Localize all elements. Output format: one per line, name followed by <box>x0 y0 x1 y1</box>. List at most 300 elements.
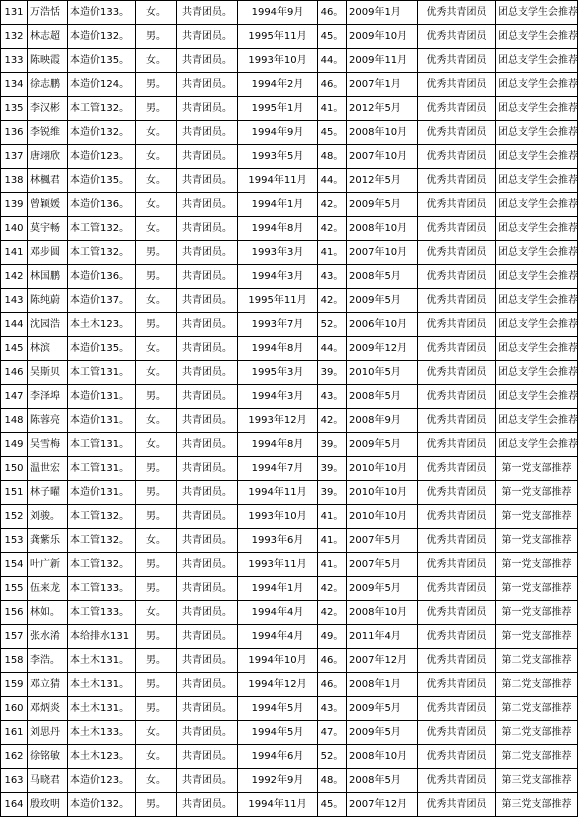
league-join-date-cell: 2012年5月 <box>347 169 418 193</box>
serial-no-cell: 155 <box>1 577 28 601</box>
birth-date-cell: 1993年10月 <box>238 49 318 73</box>
class-name-cell: 本工管131。 <box>68 457 136 481</box>
class-name-cell: 本造价132。 <box>68 121 136 145</box>
league-join-date-cell: 2008年10月 <box>347 601 418 625</box>
score-cell: 42。 <box>318 577 347 601</box>
student-name-cell: 李泽埠 <box>28 385 68 409</box>
class-name-cell: 本工管132。 <box>68 553 136 577</box>
political-status-cell: 共青团员。 <box>177 265 238 289</box>
gender-cell: 男。 <box>136 553 177 577</box>
table-row <box>1 265 578 289</box>
award-type-cell: 优秀共青团员 <box>418 241 496 265</box>
award-type-cell: 优秀共青团员 <box>418 433 496 457</box>
political-status-cell: 共青团员。 <box>177 289 238 313</box>
birth-date-cell: 1994年9月 <box>238 1 318 25</box>
birth-date-cell: 1994年4月 <box>238 601 318 625</box>
award-type-cell: 优秀共青团员 <box>418 73 496 97</box>
table-row <box>1 145 578 169</box>
serial-no-cell: 151 <box>1 481 28 505</box>
score-cell: 52。 <box>318 745 347 769</box>
political-status-cell: 共青团员。 <box>177 457 238 481</box>
league-join-date-cell: 2010年10月 <box>347 481 418 505</box>
student-name-cell: 林子曜 <box>28 481 68 505</box>
gender-cell: 男。 <box>136 97 177 121</box>
score-cell: 39。 <box>318 433 347 457</box>
score-cell: 48。 <box>318 769 347 793</box>
award-type-cell: 优秀共青团员 <box>418 1 496 25</box>
score-cell: 42。 <box>318 409 347 433</box>
recommended-by-cell: 团总支学生会推荐 <box>496 361 578 385</box>
serial-no-cell: 144 <box>1 313 28 337</box>
recommended-by-cell: 第三党支部推荐 <box>496 793 578 817</box>
political-status-cell: 共青团员。 <box>177 625 238 649</box>
serial-no-cell: 149 <box>1 433 28 457</box>
class-name-cell: 本土木133。 <box>68 721 136 745</box>
table-row <box>1 361 578 385</box>
gender-cell: 女。 <box>136 193 177 217</box>
league-join-date-cell: 2007年12月 <box>347 793 418 817</box>
birth-date-cell: 1994年3月 <box>238 385 318 409</box>
birth-date-cell: 1994年8月 <box>238 433 318 457</box>
birth-date-cell: 1994年11月 <box>238 169 318 193</box>
league-join-date-cell: 2008年5月 <box>347 769 418 793</box>
recommended-by-cell: 团总支学生会推荐 <box>496 409 578 433</box>
table-row <box>1 457 578 481</box>
political-status-cell: 共青团员。 <box>177 505 238 529</box>
award-type-cell: 优秀共青团员 <box>418 169 496 193</box>
birth-date-cell: 1993年3月 <box>238 241 318 265</box>
student-name-cell: 林国鹏 <box>28 265 68 289</box>
class-name-cell: 本造价131。 <box>68 385 136 409</box>
serial-no-cell: 132 <box>1 25 28 49</box>
league-join-date-cell: 2009年5月 <box>347 721 418 745</box>
table-row <box>1 793 578 817</box>
gender-cell: 男。 <box>136 241 177 265</box>
student-name-cell: 叶广新 <box>28 553 68 577</box>
recommended-by-cell: 团总支学生会推荐 <box>496 121 578 145</box>
serial-no-cell: 140 <box>1 217 28 241</box>
student-name-cell: 吴雪梅 <box>28 433 68 457</box>
table-row <box>1 505 578 529</box>
score-cell: 41。 <box>318 529 347 553</box>
gender-cell: 女。 <box>136 121 177 145</box>
class-name-cell: 本造价135。 <box>68 337 136 361</box>
award-type-cell: 优秀共青团员 <box>418 601 496 625</box>
political-status-cell: 共青团员。 <box>177 409 238 433</box>
gender-cell: 男。 <box>136 385 177 409</box>
recommended-by-cell: 第一党支部推荐 <box>496 577 578 601</box>
serial-no-cell: 143 <box>1 289 28 313</box>
birth-date-cell: 1994年1月 <box>238 577 318 601</box>
recommended-by-cell: 第一党支部推荐 <box>496 481 578 505</box>
student-name-cell: 邓炳炎 <box>28 697 68 721</box>
political-status-cell: 共青团员。 <box>177 721 238 745</box>
political-status-cell: 共青团员。 <box>177 433 238 457</box>
recommended-by-cell: 团总支学生会推荐 <box>496 217 578 241</box>
serial-no-cell: 153 <box>1 529 28 553</box>
class-name-cell: 本造价133。 <box>68 1 136 25</box>
serial-no-cell: 163 <box>1 769 28 793</box>
award-type-cell: 优秀共青团员 <box>418 505 496 529</box>
student-name-cell: 林楓君 <box>28 169 68 193</box>
award-type-cell: 优秀共青团员 <box>418 769 496 793</box>
award-type-cell: 优秀共青团员 <box>418 673 496 697</box>
league-join-date-cell: 2007年5月 <box>347 529 418 553</box>
score-cell: 42。 <box>318 193 347 217</box>
birth-date-cell: 1993年11月 <box>238 553 318 577</box>
award-type-cell: 优秀共青团员 <box>418 385 496 409</box>
political-status-cell: 共青团员。 <box>177 313 238 337</box>
league-join-date-cell: 2007年1月 <box>347 73 418 97</box>
league-join-date-cell: 2009年1月 <box>347 1 418 25</box>
league-join-date-cell: 2009年5月 <box>347 697 418 721</box>
birth-date-cell: 1995年3月 <box>238 361 318 385</box>
league-join-date-cell: 2008年1月 <box>347 673 418 697</box>
league-join-date-cell: 2007年10月 <box>347 241 418 265</box>
recommended-by-cell: 团总支学生会推荐 <box>496 385 578 409</box>
table-row <box>1 121 578 145</box>
score-cell: 46。 <box>318 1 347 25</box>
serial-no-cell: 162 <box>1 745 28 769</box>
gender-cell: 男。 <box>136 625 177 649</box>
table-row <box>1 721 578 745</box>
student-name-cell: 温世宏 <box>28 457 68 481</box>
political-status-cell: 共青团员。 <box>177 649 238 673</box>
recommended-by-cell: 团总支学生会推荐 <box>496 73 578 97</box>
political-status-cell: 共青团员。 <box>177 601 238 625</box>
score-cell: 41。 <box>318 97 347 121</box>
gender-cell: 女。 <box>136 337 177 361</box>
class-name-cell: 本土木131。 <box>68 697 136 721</box>
political-status-cell: 共青团员。 <box>177 73 238 97</box>
table-row <box>1 193 578 217</box>
recommended-by-cell: 第一党支部推荐 <box>496 553 578 577</box>
birth-date-cell: 1993年5月 <box>238 145 318 169</box>
birth-date-cell: 1995年11月 <box>238 25 318 49</box>
gender-cell: 女。 <box>136 289 177 313</box>
table-row <box>1 433 578 457</box>
table-row <box>1 601 578 625</box>
political-status-cell: 共青团员。 <box>177 673 238 697</box>
class-name-cell: 本工管133。 <box>68 601 136 625</box>
student-name-cell: 林滨 <box>28 337 68 361</box>
recommended-by-cell: 团总支学生会推荐 <box>496 145 578 169</box>
serial-no-cell: 154 <box>1 553 28 577</box>
student-name-cell: 林志超 <box>28 25 68 49</box>
league-join-date-cell: 2012年5月 <box>347 97 418 121</box>
gender-cell: 男。 <box>136 793 177 817</box>
award-type-cell: 优秀共青团员 <box>418 49 496 73</box>
class-name-cell: 本造价137。 <box>68 289 136 313</box>
class-name-cell: 本造价131。 <box>68 409 136 433</box>
student-name-cell: 邓立猜 <box>28 673 68 697</box>
award-type-cell: 优秀共青团员 <box>418 793 496 817</box>
student-name-cell: 殷玫明 <box>28 793 68 817</box>
score-cell: 49。 <box>318 625 347 649</box>
award-type-cell: 优秀共青团员 <box>418 361 496 385</box>
serial-no-cell: 145 <box>1 337 28 361</box>
class-name-cell: 本工管131。 <box>68 433 136 457</box>
score-cell: 42。 <box>318 289 347 313</box>
serial-no-cell: 131 <box>1 1 28 25</box>
political-status-cell: 共青团员。 <box>177 697 238 721</box>
gender-cell: 女。 <box>136 145 177 169</box>
class-name-cell: 本土木131。 <box>68 649 136 673</box>
class-name-cell: 本造价135。 <box>68 49 136 73</box>
political-status-cell: 共青团员。 <box>177 1 238 25</box>
gender-cell: 女。 <box>136 721 177 745</box>
recommended-by-cell: 第三党支部推荐 <box>496 769 578 793</box>
class-name-cell: 本造价132。 <box>68 25 136 49</box>
recommended-by-cell: 团总支学生会推荐 <box>496 49 578 73</box>
award-type-cell: 优秀共青团员 <box>418 193 496 217</box>
student-name-cell: 李锐维 <box>28 121 68 145</box>
table-row <box>1 337 578 361</box>
political-status-cell: 共青团员。 <box>177 529 238 553</box>
serial-no-cell: 150 <box>1 457 28 481</box>
recommended-by-cell: 团总支学生会推荐 <box>496 1 578 25</box>
league-join-date-cell: 2011年4月 <box>347 625 418 649</box>
table-body <box>1 1 578 817</box>
serial-no-cell: 147 <box>1 385 28 409</box>
birth-date-cell: 1994年6月 <box>238 745 318 769</box>
political-status-cell: 共青团员。 <box>177 385 238 409</box>
student-name-cell: 唐翊欣 <box>28 145 68 169</box>
table-row <box>1 697 578 721</box>
serial-no-cell: 135 <box>1 97 28 121</box>
gender-cell: 女。 <box>136 1 177 25</box>
table-row <box>1 49 578 73</box>
award-type-cell: 优秀共青团员 <box>418 481 496 505</box>
serial-no-cell: 139 <box>1 193 28 217</box>
score-cell: 46。 <box>318 73 347 97</box>
gender-cell: 男。 <box>136 697 177 721</box>
table-row <box>1 97 578 121</box>
birth-date-cell: 1993年6月 <box>238 529 318 553</box>
political-status-cell: 共青团员。 <box>177 169 238 193</box>
student-name-cell: 徐志鹏 <box>28 73 68 97</box>
political-status-cell: 共青团员。 <box>177 121 238 145</box>
political-status-cell: 共青团员。 <box>177 217 238 241</box>
student-name-cell: 张水淆 <box>28 625 68 649</box>
table-row <box>1 385 578 409</box>
gender-cell: 男。 <box>136 457 177 481</box>
class-name-cell: 本工管132。 <box>68 529 136 553</box>
student-name-cell: 陈映霞 <box>28 49 68 73</box>
student-name-cell: 万浩恬 <box>28 1 68 25</box>
gender-cell: 女。 <box>136 529 177 553</box>
serial-no-cell: 152 <box>1 505 28 529</box>
gender-cell: 男。 <box>136 649 177 673</box>
table-row <box>1 1 578 25</box>
score-cell: 41。 <box>318 505 347 529</box>
serial-no-cell: 137 <box>1 145 28 169</box>
political-status-cell: 共青团员。 <box>177 793 238 817</box>
league-join-date-cell: 2008年10月 <box>347 745 418 769</box>
political-status-cell: 共青团员。 <box>177 553 238 577</box>
table-row <box>1 577 578 601</box>
score-cell: 46。 <box>318 649 347 673</box>
award-type-cell: 优秀共青团员 <box>418 289 496 313</box>
score-cell: 46。 <box>318 673 347 697</box>
recommended-by-cell: 第二党支部推荐 <box>496 673 578 697</box>
birth-date-cell: 1994年11月 <box>238 793 318 817</box>
league-join-date-cell: 2010年5月 <box>347 361 418 385</box>
class-name-cell: 本造价124。 <box>68 73 136 97</box>
gender-cell: 男。 <box>136 265 177 289</box>
class-name-cell: 本土木123。 <box>68 745 136 769</box>
gender-cell: 女。 <box>136 169 177 193</box>
score-cell: 44。 <box>318 169 347 193</box>
recommended-by-cell: 第二党支部推荐 <box>496 721 578 745</box>
award-type-cell: 优秀共青团员 <box>418 553 496 577</box>
recommended-by-cell: 团总支学生会推荐 <box>496 313 578 337</box>
table-row <box>1 553 578 577</box>
score-cell: 43。 <box>318 385 347 409</box>
student-name-cell: 吴斯贝 <box>28 361 68 385</box>
political-status-cell: 共青团员。 <box>177 25 238 49</box>
student-name-cell: 陈蓉亮 <box>28 409 68 433</box>
class-name-cell: 本工管132。 <box>68 217 136 241</box>
student-name-cell: 李浩。 <box>28 649 68 673</box>
score-cell: 41。 <box>318 241 347 265</box>
serial-no-cell: 141 <box>1 241 28 265</box>
student-name-cell: 马晓君 <box>28 769 68 793</box>
political-status-cell: 共青团员。 <box>177 97 238 121</box>
recommended-by-cell: 团总支学生会推荐 <box>496 289 578 313</box>
league-join-date-cell: 2007年5月 <box>347 553 418 577</box>
league-join-date-cell: 2010年10月 <box>347 457 418 481</box>
award-type-cell: 优秀共青团员 <box>418 217 496 241</box>
league-join-date-cell: 2007年10月 <box>347 145 418 169</box>
class-name-cell: 本造价136。 <box>68 193 136 217</box>
recommended-by-cell: 第二党支部推荐 <box>496 697 578 721</box>
student-name-cell: 林如。 <box>28 601 68 625</box>
birth-date-cell: 1993年10月 <box>238 505 318 529</box>
birth-date-cell: 1993年7月 <box>238 313 318 337</box>
class-name-cell: 本工管132。 <box>68 505 136 529</box>
league-join-date-cell: 2008年5月 <box>347 265 418 289</box>
table-row <box>1 169 578 193</box>
birth-date-cell: 1994年3月 <box>238 265 318 289</box>
score-cell: 43。 <box>318 265 347 289</box>
table-row <box>1 481 578 505</box>
recommended-by-cell: 第二党支部推荐 <box>496 649 578 673</box>
award-type-cell: 优秀共青团员 <box>418 529 496 553</box>
recommended-by-cell: 团总支学生会推荐 <box>496 97 578 121</box>
league-join-date-cell: 2008年9月 <box>347 409 418 433</box>
birth-date-cell: 1994年11月 <box>238 481 318 505</box>
recommended-by-cell: 第一党支部推荐 <box>496 601 578 625</box>
birth-date-cell: 1994年8月 <box>238 337 318 361</box>
gender-cell: 女。 <box>136 409 177 433</box>
score-cell: 44。 <box>318 337 347 361</box>
student-name-cell: 李汉彬 <box>28 97 68 121</box>
class-name-cell: 本工管132。 <box>68 241 136 265</box>
serial-no-cell: 164 <box>1 793 28 817</box>
award-type-cell: 优秀共青团员 <box>418 121 496 145</box>
table-row <box>1 649 578 673</box>
student-name-cell: 龚紫乐 <box>28 529 68 553</box>
score-cell: 43。 <box>318 697 347 721</box>
award-type-cell: 优秀共青团员 <box>418 145 496 169</box>
score-cell: 47。 <box>318 721 347 745</box>
student-name-cell: 刘骏。 <box>28 505 68 529</box>
serial-no-cell: 146 <box>1 361 28 385</box>
class-name-cell: 本工管131。 <box>68 361 136 385</box>
league-join-date-cell: 2008年5月 <box>347 385 418 409</box>
score-cell: 48。 <box>318 145 347 169</box>
award-type-cell: 优秀共青团员 <box>418 97 496 121</box>
gender-cell: 男。 <box>136 577 177 601</box>
award-type-cell: 优秀共青团员 <box>418 337 496 361</box>
recommended-by-cell: 第一党支部推荐 <box>496 457 578 481</box>
birth-date-cell: 1995年1月 <box>238 97 318 121</box>
gender-cell: 男。 <box>136 481 177 505</box>
league-join-date-cell: 2009年10月 <box>347 25 418 49</box>
serial-no-cell: 148 <box>1 409 28 433</box>
political-status-cell: 共青团员。 <box>177 745 238 769</box>
birth-date-cell: 1993年12月 <box>238 409 318 433</box>
birth-date-cell: 1994年8月 <box>238 217 318 241</box>
birth-date-cell: 1994年7月 <box>238 457 318 481</box>
serial-no-cell: 133 <box>1 49 28 73</box>
recommended-by-cell: 团总支学生会推荐 <box>496 169 578 193</box>
student-name-cell: 刘思丹 <box>28 721 68 745</box>
award-type-cell: 优秀共青团员 <box>418 265 496 289</box>
score-cell: 41。 <box>318 553 347 577</box>
political-status-cell: 共青团员。 <box>177 481 238 505</box>
table-row <box>1 529 578 553</box>
award-type-cell: 优秀共青团员 <box>418 649 496 673</box>
score-cell: 39。 <box>318 481 347 505</box>
birth-date-cell: 1994年1月 <box>238 193 318 217</box>
birth-date-cell: 1994年2月 <box>238 73 318 97</box>
score-cell: 39。 <box>318 457 347 481</box>
award-type-cell: 优秀共青团员 <box>418 313 496 337</box>
student-name-cell: 沈园浩 <box>28 313 68 337</box>
political-status-cell: 共青团员。 <box>177 49 238 73</box>
student-name-cell: 邓步圆 <box>28 241 68 265</box>
political-status-cell: 共青团员。 <box>177 241 238 265</box>
table-row <box>1 217 578 241</box>
league-join-date-cell: 2009年5月 <box>347 289 418 313</box>
serial-no-cell: 134 <box>1 73 28 97</box>
score-cell: 42。 <box>318 217 347 241</box>
score-cell: 45。 <box>318 793 347 817</box>
league-join-date-cell: 2009年5月 <box>347 577 418 601</box>
recommended-by-cell: 团总支学生会推荐 <box>496 433 578 457</box>
recommended-by-cell: 团总支学生会推荐 <box>496 25 578 49</box>
birth-date-cell: 1994年5月 <box>238 721 318 745</box>
gender-cell: 女。 <box>136 49 177 73</box>
serial-no-cell: 161 <box>1 721 28 745</box>
student-name-cell: 陈纯蔚 <box>28 289 68 313</box>
recommended-by-cell: 团总支学生会推荐 <box>496 241 578 265</box>
award-type-cell: 优秀共青团员 <box>418 409 496 433</box>
table-row <box>1 745 578 769</box>
recommended-by-cell: 第二党支部推荐 <box>496 745 578 769</box>
award-type-cell: 优秀共青团员 <box>418 457 496 481</box>
serial-no-cell: 160 <box>1 697 28 721</box>
table-row <box>1 313 578 337</box>
score-cell: 52。 <box>318 313 347 337</box>
student-name-cell: 徐铭敏 <box>28 745 68 769</box>
serial-no-cell: 138 <box>1 169 28 193</box>
serial-no-cell: 158 <box>1 649 28 673</box>
score-cell: 45。 <box>318 121 347 145</box>
class-name-cell: 本造价132。 <box>68 793 136 817</box>
